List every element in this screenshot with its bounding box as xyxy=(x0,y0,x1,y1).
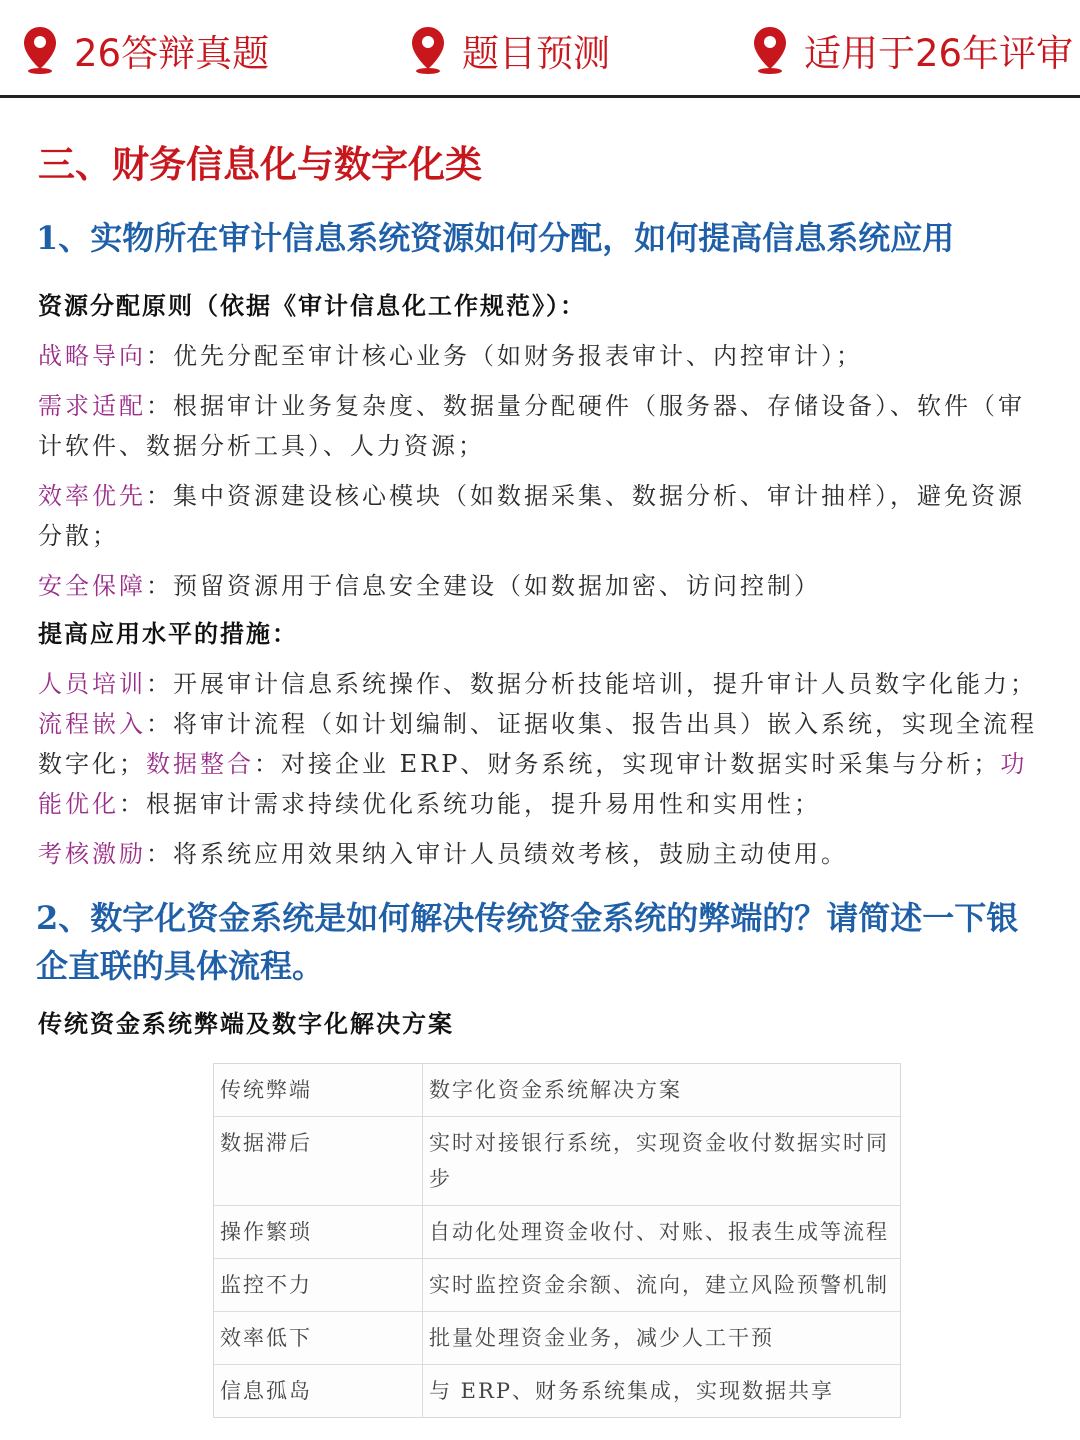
location-pin-icon xyxy=(22,25,58,75)
keyword: 流程嵌入 xyxy=(38,710,146,738)
table-header-cell: 数字化资金系统解决方案 xyxy=(423,1064,901,1117)
table-row xyxy=(214,1365,900,1418)
table-row xyxy=(214,1206,900,1259)
table-cell: 信息孤岛 xyxy=(214,1365,423,1418)
item-text: ：优先分配至审计核心业务（如财务报表审计、内控审计）； xyxy=(146,342,863,370)
item-text: ：对接企业 ERP、财务系统，实现审计数据实时采集与分析； xyxy=(254,750,1001,778)
table-cell: 监控不力 xyxy=(214,1259,423,1312)
keyword: 数据整合 xyxy=(146,750,254,778)
comparison-table xyxy=(213,1063,901,1418)
application-measures-list xyxy=(38,664,1048,884)
table-cell: 自动化处理资金收付、对账、报表生成等流程 xyxy=(423,1206,901,1259)
table-cell: 效率低下 xyxy=(214,1312,423,1365)
tag-label: 26答辩真题 xyxy=(74,32,270,75)
table-cell: 数据滞后 xyxy=(214,1117,423,1206)
table-header-cell: 传统弊端 xyxy=(214,1064,423,1117)
tag-past-questions xyxy=(22,22,269,78)
keyword: 功能优化 xyxy=(38,750,1028,818)
keyword: 安全保障 xyxy=(38,572,146,600)
table-cell: 操作繁琐 xyxy=(214,1206,423,1259)
resource-principles-list xyxy=(38,336,1048,616)
item-text: ：将审计流程（如计划编制、证据收集、报告出具）嵌入系统，实现全流程数字化； xyxy=(38,710,1037,778)
item-text: ：根据审计业务复杂度、数据量分配硬件（服务器、存储设备）、软件（审计软件、数据分析工具）、人力资源； xyxy=(38,392,1025,460)
list-item xyxy=(38,386,1048,466)
table-row xyxy=(214,1259,900,1312)
question-2-title: 2、数字化资金系统是如何解决传统资金系统的弊端的？请简述一下银企直联的具体流程。 xyxy=(36,899,1019,985)
table-cell: 实时监控资金余额、流向，建立风险预警机制 xyxy=(423,1259,901,1312)
keyword: 考核激励 xyxy=(38,840,146,868)
top-banner xyxy=(0,0,1080,98)
list-item xyxy=(38,336,1048,376)
measures-paragraph xyxy=(38,664,1048,824)
item-text: ：集中资源建设核心模块（如数据采集、数据分析、审计抽样），避免资源分散； xyxy=(38,482,1025,550)
table-cell: 实时对接银行系统，实现资金收付数据实时同步 xyxy=(423,1117,901,1206)
tag-label: 题目预测 xyxy=(462,32,610,75)
item-text: ：开展审计信息系统操作、数据分析技能培训，提升审计人员数字化能力； xyxy=(146,670,1037,698)
item-text: ：将系统应用效果纳入审计人员绩效考核，鼓励主动使用。 xyxy=(146,840,848,868)
keyword: 战略导向 xyxy=(38,342,146,370)
table-cell: 批量处理资金业务，减少人工干预 xyxy=(423,1312,901,1365)
keyword: 效率优先 xyxy=(38,482,146,510)
section-title: 三、财务信息化与数字化类 xyxy=(38,142,482,186)
table-row xyxy=(214,1312,900,1365)
list-item xyxy=(38,476,1048,556)
item-text: ：根据审计需求持续优化系统功能，提升易用性和实用性； xyxy=(119,790,821,818)
item-text: ：预留资源用于信息安全建设（如数据加密、访问控制） xyxy=(146,572,821,600)
table-cell: 与 ERP、财务系统集成，实现数据共享 xyxy=(429,1379,834,1403)
list-item xyxy=(38,834,1048,874)
tag-applicable-year xyxy=(752,22,1073,78)
table-row xyxy=(214,1117,900,1206)
location-pin-icon xyxy=(410,25,446,75)
keyword: 人员培训 xyxy=(38,670,146,698)
location-pin-icon xyxy=(752,25,788,75)
table-header-row xyxy=(214,1064,900,1117)
list-item xyxy=(38,566,1048,606)
tag-label: 适用于26年评审 xyxy=(804,32,1074,75)
tag-prediction xyxy=(410,22,610,78)
question-1-title: 1、实物所在审计信息系统资源如何分配，如何提高信息系统应用 xyxy=(36,219,955,257)
resource-principles-heading: 资源分配原则（依据《审计信息化工作规范》）： xyxy=(38,291,586,320)
application-measures-heading: 提高应用水平的措施： xyxy=(38,619,298,648)
keyword: 需求适配 xyxy=(38,392,146,420)
table-heading: 传统资金系统弊端及数字化解决方案 xyxy=(38,1009,454,1038)
